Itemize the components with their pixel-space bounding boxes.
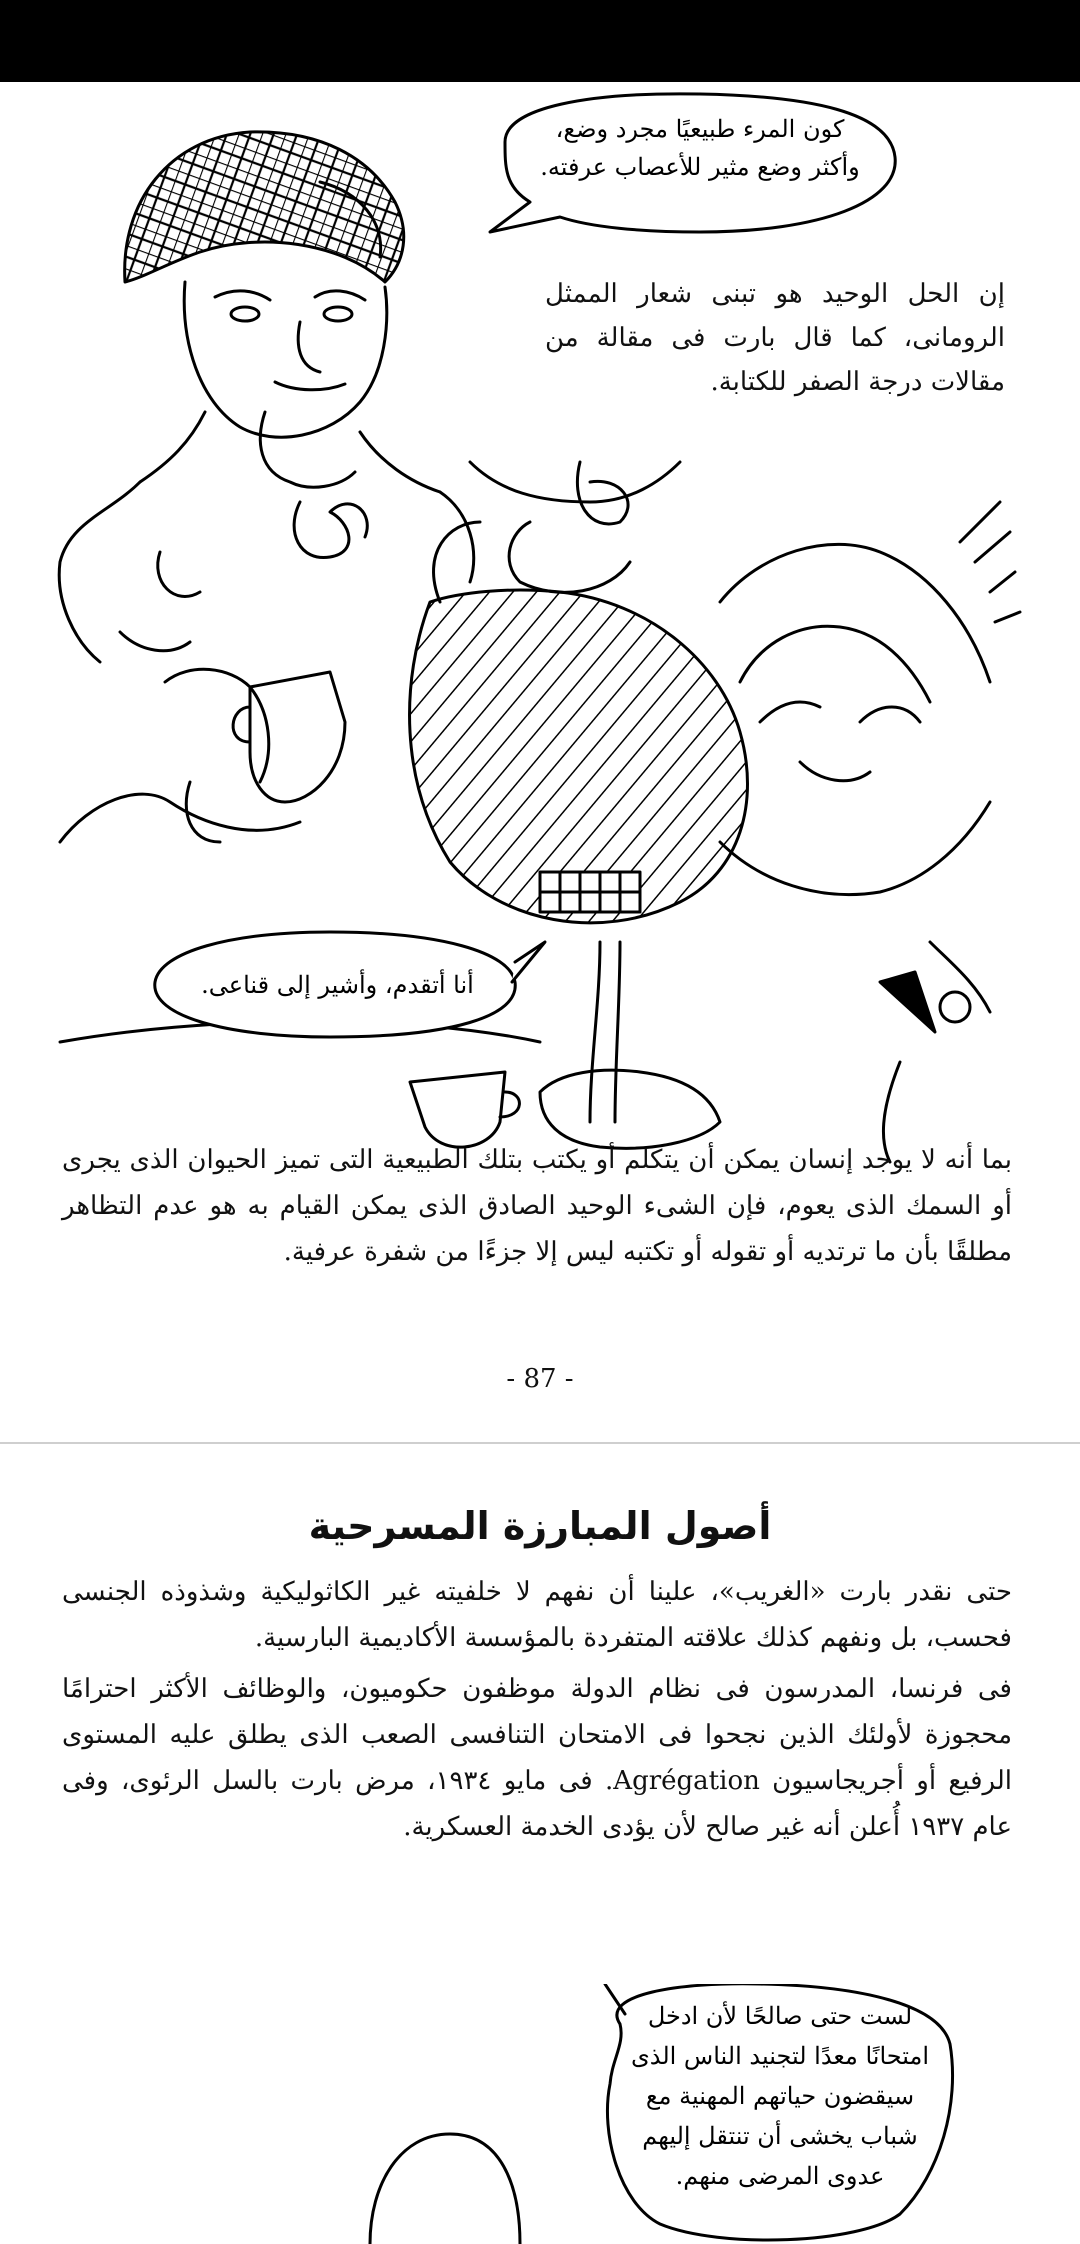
bubble-3-line-2: امتحانًا معدًا لتجنيد الناس الذى (630, 2042, 930, 2070)
hand-with-cup (60, 669, 345, 842)
body-paragraph-2: فى فرنسا، المدرسون فى نظام الدولة موظفون حكوميون، والوظائف الأكثر احترامًا محجوزة لأولئك الذين نجحوا فى الامتحان التنافسى الصعب الذى يطلق عليه المستوى الرفيع أو أجريجاسيون Agrégation. فى مايو ١٩٣٤، مرض بارت بالسل الرئوى، وفى عام ١٩٣٧ أُعلن أنه غير صالح لأن يؤدى الخدمة العسكرية. (62, 1674, 1012, 1842)
bubble-1-line-2: وأكثر وضع مثير للأعصاب عرفته. (540, 153, 860, 181)
bubble-3-line-1: لست حتى صالحًا لأن ادخل (647, 2002, 913, 2030)
speech-bubble-2-text: أنا أتقدم، وأشير إلى قناعى. (201, 971, 474, 999)
comic-page-88 (0, 1444, 1080, 2244)
page-number: - 87 - (506, 1364, 574, 1394)
curly-hair-figure (720, 502, 1020, 1162)
bubble-3-line-5: عدوى المرضى منهم. (675, 2162, 885, 2190)
man-face (140, 282, 440, 492)
body-paragraph-87: بما أنه لا يوجد إنسان يمكن أن يتكلم أو يكتب بتلك الطبيعية التى تميز الحيوان الذى يجرى أو السمك الذى يعوم، فإن الشىء الوحيد الصادق الذى يمكن القيام به هو عدم التظاهر مطلقًا بأن ما ترتديه أو تقوله أو تكتبه ليس إلا جزءًا من شفرة عرفية. (62, 1145, 1012, 1267)
fur-collar (59, 482, 474, 662)
comic-page-87 (0, 82, 1080, 1442)
bubble-3-line-3: سيقضون حياتهم المهنية مع (645, 2082, 915, 2110)
bubble-1-line-1: كون المرء طبيعيًا مجرد وضع، (555, 115, 845, 143)
caption-roman-actor: إن الحل الوحيد هو تبنى شعار الممثل الرومانى، كما قال بارت فى مقالة من مقالات درجة الصفر للكتابة. (545, 279, 1005, 397)
speech-bubble-1-text (505, 110, 895, 186)
plaid-cap (125, 132, 404, 282)
bubble-3-line-4: شباب يخشى أن تنتقل إليهم (642, 2122, 918, 2150)
body-paragraph-1: حتى نقدر بارت «الغريب»، علينا أن نفهم لا خلفيته غير الكاثوليكية وشذوذه الجنسى فحسب، بل ونفهم كذلك علاقته المتفردة بالمؤسسة الأكاديمية البارسية. (62, 1577, 1012, 1653)
section-heading: أصول المبارزة المسرحية (308, 1504, 772, 1548)
speech-bubble-3-text (595, 1996, 965, 2196)
round-head-outline (370, 2134, 520, 2244)
lower-hand-and-cup (60, 1021, 720, 1148)
top-black-bar (0, 0, 1080, 82)
